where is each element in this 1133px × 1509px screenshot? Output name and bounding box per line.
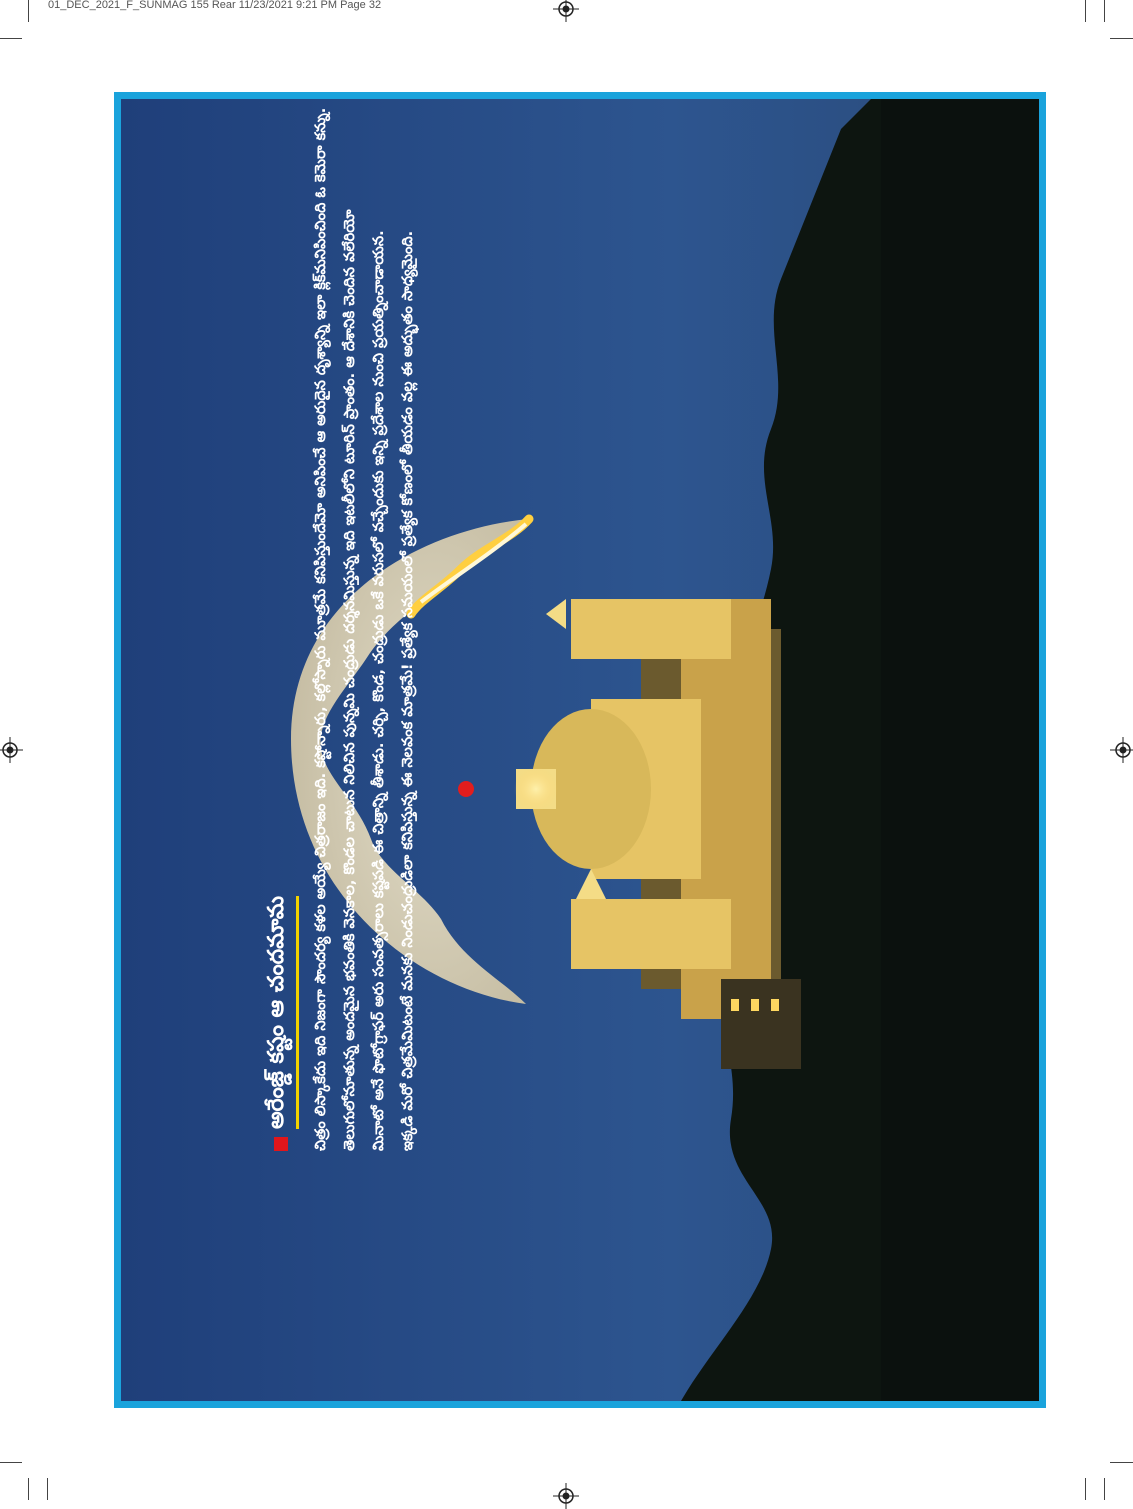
body-line: తెలుగులోనూతున్న అందమైన భవంతికి వెనకాల, కొండల చాటున నిలిచిన పున్నమి చంద్రుడు దర్శనమిస్తున్న ఇది ఇటలీలోని టూరిన్ ప్రాంతం. ఆ దేశానికి చెందిన వలేరియో: [342, 209, 358, 1151]
registration-mark-icon: [0, 737, 23, 763]
crop-mark-icon: [1104, 1478, 1105, 1500]
body-line: మినాటో అనే ఫొటోగ్రాఫర్ అరు సంవత్సరాలు కష్టపడి ఈ చిత్రాన్ని తీశాడు. చర్చి, కొండ, చంద్రుడు ఒకే వరుసలో వచ్చేందుకు ఇన్ని ప్రదేశాల నుంచి ప్రయత్నించాడాయన.: [371, 230, 387, 1151]
headline: అరేంజ్డ్ కష్టం ఆ చందమామ: [264, 896, 299, 1129]
headline-row: [259, 99, 303, 1151]
headline-bullet-icon: [274, 1137, 288, 1151]
registration-mark-icon: [553, 0, 579, 22]
crop-mark-icon: [47, 1478, 48, 1500]
registration-mark-icon: [1110, 737, 1133, 763]
photo-frame: [114, 92, 1046, 1408]
crop-mark-icon: [1110, 1462, 1133, 1463]
article-text-panel: [259, 99, 1039, 1186]
body-line: ఇక్కడి మరో చిత్రమేమిటంటే మనకు నిండుచంద్రుడిలా కనిపిస్తున్న ఈ నెలవంక మాత్రమే! ప్రత్యేక సమయంలో ప్రత్యేక కోణంలో తీయడం వల్ల ఈ అద్భుతం సాధ్యమైంది.: [400, 230, 416, 1151]
crop-mark-icon: [1110, 38, 1133, 39]
body-line: చిత్రం లిస్కాకేదు ఇది నిజంగా సౌందర్య కళల అయ్యే చిత్రరాజం ఇది. కష్టోన్నారు, కల్లోస్నారు మూత్రమే కనిపిస్తుందేమో అనిపించే ఆ అరుదైన దృశ్యాన్ని ఇలా క్లిక్‌మనిపించింది ఓ కెమెరా కన్ను.: [313, 107, 329, 1151]
registration-mark-icon: [553, 1483, 579, 1509]
crop-mark-icon: [0, 38, 22, 39]
crop-mark-icon: [28, 0, 29, 22]
crop-mark-icon: [28, 1478, 29, 1500]
crop-mark-icon: [0, 1462, 22, 1463]
print-slug: 01_DEC_2021_F_SUNMAG 155 Rear 11/23/2021 9:21 PM Page 32: [48, 0, 382, 11]
article-body: [307, 99, 423, 1151]
crop-mark-icon: [1085, 0, 1086, 22]
photo: [121, 99, 1039, 1401]
crop-mark-icon: [1085, 1478, 1086, 1500]
crop-mark-icon: [1104, 0, 1105, 22]
article-text: [259, 99, 423, 1151]
